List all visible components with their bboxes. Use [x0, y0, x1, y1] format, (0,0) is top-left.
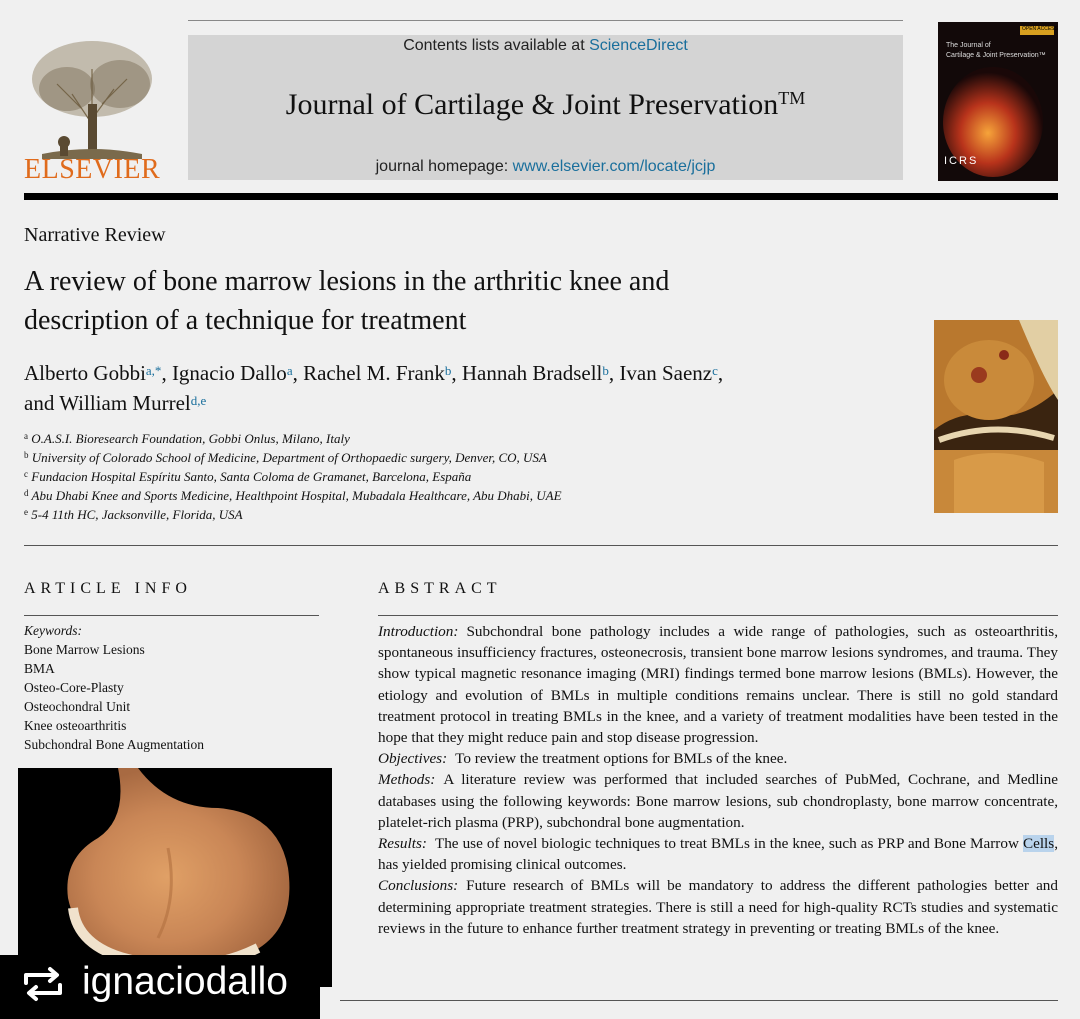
- repost-icon: [20, 965, 66, 1003]
- keyword-item[interactable]: Knee osteoarthritis: [24, 718, 127, 733]
- journal-cover-thumbnail: [938, 22, 1058, 181]
- keyword-item[interactable]: Subchondral Bone Augmentation: [24, 737, 204, 752]
- affiliation: $^c$ Fundacion Hospital Espíritu Santo, Santa Coloma de Gramanet, Barcelona, España: [24, 469, 472, 484]
- keyword-item[interactable]: BMA: [24, 661, 55, 676]
- affiliation: $^e$ 5-4 11th HC, Jacksonville, Florida, USA: [24, 507, 243, 522]
- abstract-conclusions: Conclusions: Future research of BMLs will be mandatory to address the different pathologies better and determining appropriate treatment strategies. There is still a need for high-quality RCTs studies and systematic reviews in the future to enhance further treatment strategy in preventing or treating BMLs of the knee.: [378, 877, 1058, 937]
- header-thick-rule: [24, 193, 1058, 200]
- article-type: Narrative Review: [24, 224, 166, 246]
- affiliation: $^d$ Abu Dhabi Knee and Sports Medicine, Healthpoint Hospital, Mubadala Healthcare, Abu Dhabi, UAE: [24, 488, 562, 503]
- homepage-line: journal homepage: www.elsevier.com/locate/jcjp: [375, 158, 716, 175]
- cover-society: ICRS: [944, 155, 979, 167]
- affiliation: $^a$ O.A.S.I. Bioresearch Foundation, Gobbi Onlus, Milano, Italy: [24, 431, 350, 446]
- abstract-body: [378, 621, 1058, 939]
- abstract-methods: Methods: A literature review was performed that included searches of PubMed, Cochrane, and Medline databases using the following keywords: Bone marrow lesions, sub chondroplasty, bone marrow concentrate, platelet-rich plasma (PRP), subchondral bone augmentation.: [378, 771, 1058, 831]
- header-top-rule: [188, 20, 903, 21]
- article-title: A review of bone marrow lesions in the arthritic knee and description of a technique for treatment: [24, 266, 670, 336]
- publisher-name: ELSEVIER: [24, 154, 161, 185]
- author-list: Alberto Gobbi$^{a,*}$, Ignacio Dallo$^a$, Rachel M. Frank$^b$, Hannah Bradsell$^b$, Ivan Saenz$^c$, and William Murrel$^{d,e}$: [24, 361, 724, 415]
- article-info-rule: [24, 615, 319, 616]
- trademark-mark: TM: [778, 88, 806, 108]
- keywords-label: Keywords:: [24, 623, 82, 638]
- abstract-objectives: Objectives: To review the treatment options for BMLs of the knee.: [378, 750, 788, 768]
- selected-text-highlight: Cells: [1022, 835, 1055, 853]
- cover-open-access: OPEN ACCESS: [1022, 26, 1058, 32]
- abstract-results: Results: The use of novel biologic techniques to treat BMLs in the knee, such as PRP and Bone Marrow Cells, has yielded promising clinical outcomes.: [378, 835, 1058, 874]
- cover-line2: Cartilage & Joint Preservation™: [946, 52, 1046, 59]
- abstract-heading: ABSTRACT: [378, 580, 502, 597]
- sciencedirect-link[interactable]: ScienceDirect: [589, 37, 688, 54]
- author[interactable]: Alberto Gobbi$^{a,*}$: [24, 361, 162, 385]
- homepage-link[interactable]: www.elsevier.com/locate/jcjp: [512, 158, 716, 175]
- abstract-introduction: Introduction: Subchondral bone pathology includes a wide range of pathologies, such as osteoarthritis, spontaneous insufficiency fractures, osteonecrosis, transient bone marrow lesions syndromes, and trauma. They show typical magnetic resonance imaging (MRI) findings termed bone marrow lesions (BMLs). However, the etiology and evolution of BMLs in multiple conditions remains unclear. There is still no gold standard treatment protocol in treating BMLs in the knee, and a variety of treatment modalities have been tested in the hope that they might reduce pain and stop disease progression.: [378, 623, 1058, 747]
- keyword-item[interactable]: Bone Marrow Lesions: [24, 642, 145, 657]
- contents-line: Contents lists available at ScienceDirect: [403, 37, 688, 54]
- author[interactable]: Ivan Saenz$^c$: [619, 361, 718, 385]
- section-divider: [24, 545, 1058, 546]
- author[interactable]: Rachel M. Frank$^b$: [303, 361, 452, 385]
- knee-section-photo: [934, 320, 1058, 513]
- author[interactable]: and William Murrel$^{d,e}$: [24, 391, 207, 415]
- bottom-rule: [340, 1000, 1058, 1001]
- article-info-heading: ARTICLE INFO: [24, 580, 192, 597]
- repost-username[interactable]: ignaciodallo: [82, 960, 288, 1003]
- author[interactable]: Ignacio Dallo$^a$: [171, 361, 293, 385]
- author[interactable]: Hannah Bradsell$^b$: [461, 361, 609, 385]
- keyword-item[interactable]: Osteo-Core-Plasty: [24, 680, 124, 695]
- cover-line1: The Journal of: [946, 42, 991, 49]
- journal-title: Journal of Cartilage & Joint Preservation™: [285, 88, 806, 121]
- abstract-rule: [378, 615, 1058, 616]
- affiliation: $^b$ University of Colorado School of Medicine, Department of Orthopaedic surgery, Denver, CO, USA: [24, 450, 547, 465]
- keyword-item[interactable]: Osteochondral Unit: [24, 699, 131, 714]
